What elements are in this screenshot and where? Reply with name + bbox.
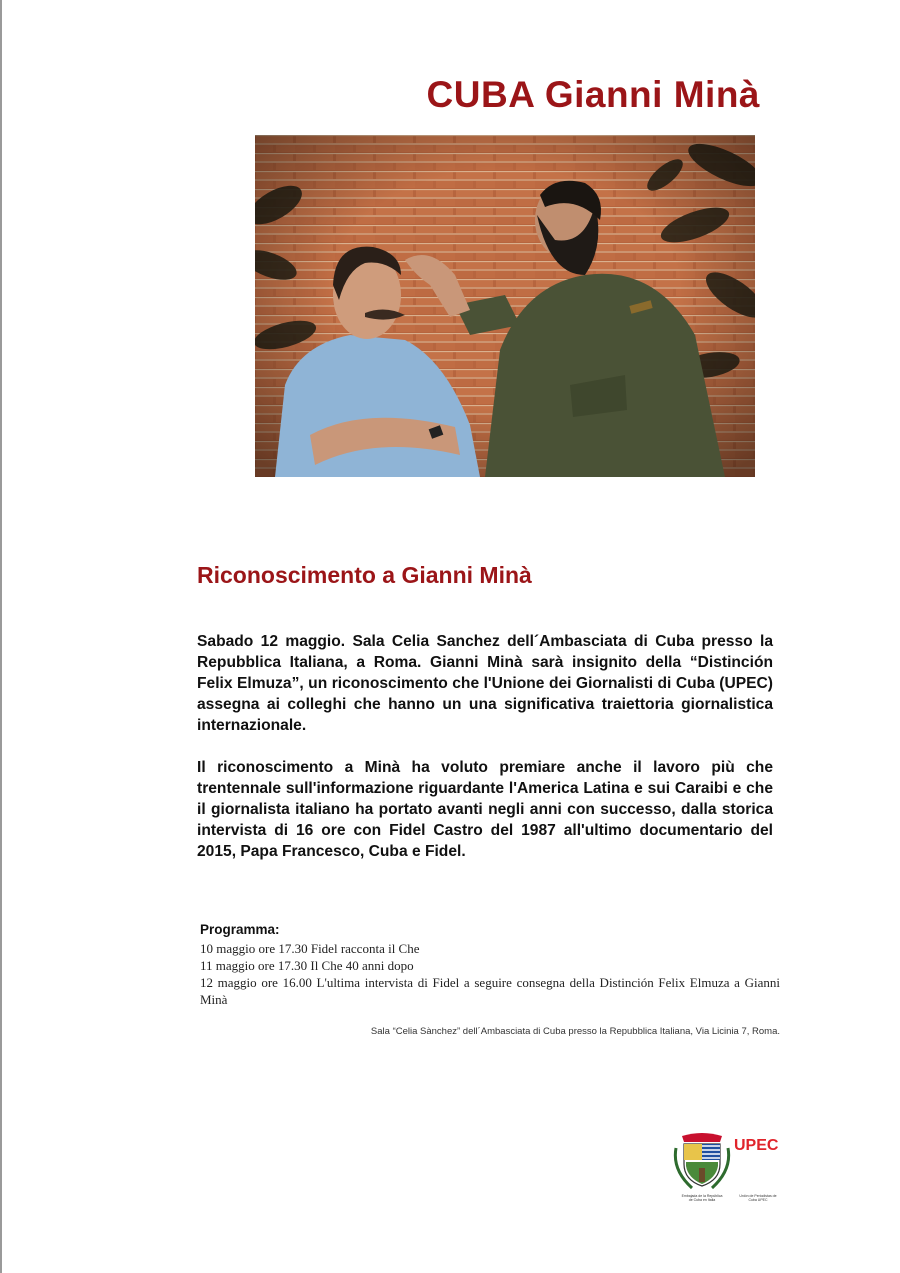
program-item: 11 maggio ore 17.30 Il Che 40 anni dopo: [200, 958, 414, 973]
upec-logo: UPEC: [734, 1137, 779, 1154]
event-photo-illustration: [255, 135, 755, 477]
event-photo: [255, 135, 755, 477]
sponsor-logos: [672, 1130, 784, 1210]
program-list: [200, 940, 780, 1008]
program-item: 12 maggio ore 16.00 L'ultima intervista di Fidel a seguire consegna della Distinción Felix Elmuza a Gianni Minà: [200, 975, 780, 1007]
section-heading: Riconoscimento a Gianni Minà: [197, 562, 532, 588]
embassy-caption: Embajada de la República de Cuba en Italia: [681, 1194, 723, 1202]
page-title: CUBA Gianni Minà: [426, 74, 760, 115]
program-heading: Programma:: [200, 922, 280, 937]
recognition-paragraph: Il riconoscimento a Minà ha voluto premiare anche il lavoro più che trentennale sull'informazione riguardante l'America Latina e sui Caraibi e che il giornalista italiano ha portato avanti negli anni con successo, dalla storica intervista di 16 ore con Fidel Castro del 1987 all'ultimo documentario del 2015, Papa Francesco, Cuba e Fidel.: [197, 759, 773, 860]
program-item: 10 maggio ore 17.30 Fidel racconta il Che: [200, 941, 420, 956]
event-paragraph: Sabado 12 maggio. Sala Celia Sanchez dell´Ambasciata di Cuba presso la Repubblica Italiana, a Roma. Gianni Minà sarà insignito della “Distinción Felix Elmuza”, un riconoscimento che l'Unione dei Giornalisti di Cuba (UPEC) assegna ai colleghi che hanno un una significativa traiettoria giornalistica internazionale.: [197, 633, 773, 734]
cuba-coat-of-arms-logo: [672, 1130, 732, 1190]
page-edge-rule: [0, 0, 2, 1273]
upec-caption: Unión de Periodistas de Cuba UPEC: [739, 1194, 777, 1202]
venue-line: Sala “Celia Sànchez” dell´Ambasciata di Cuba presso la Repubblica Italiana, Via Licinia 7, Roma.: [370, 1026, 780, 1037]
